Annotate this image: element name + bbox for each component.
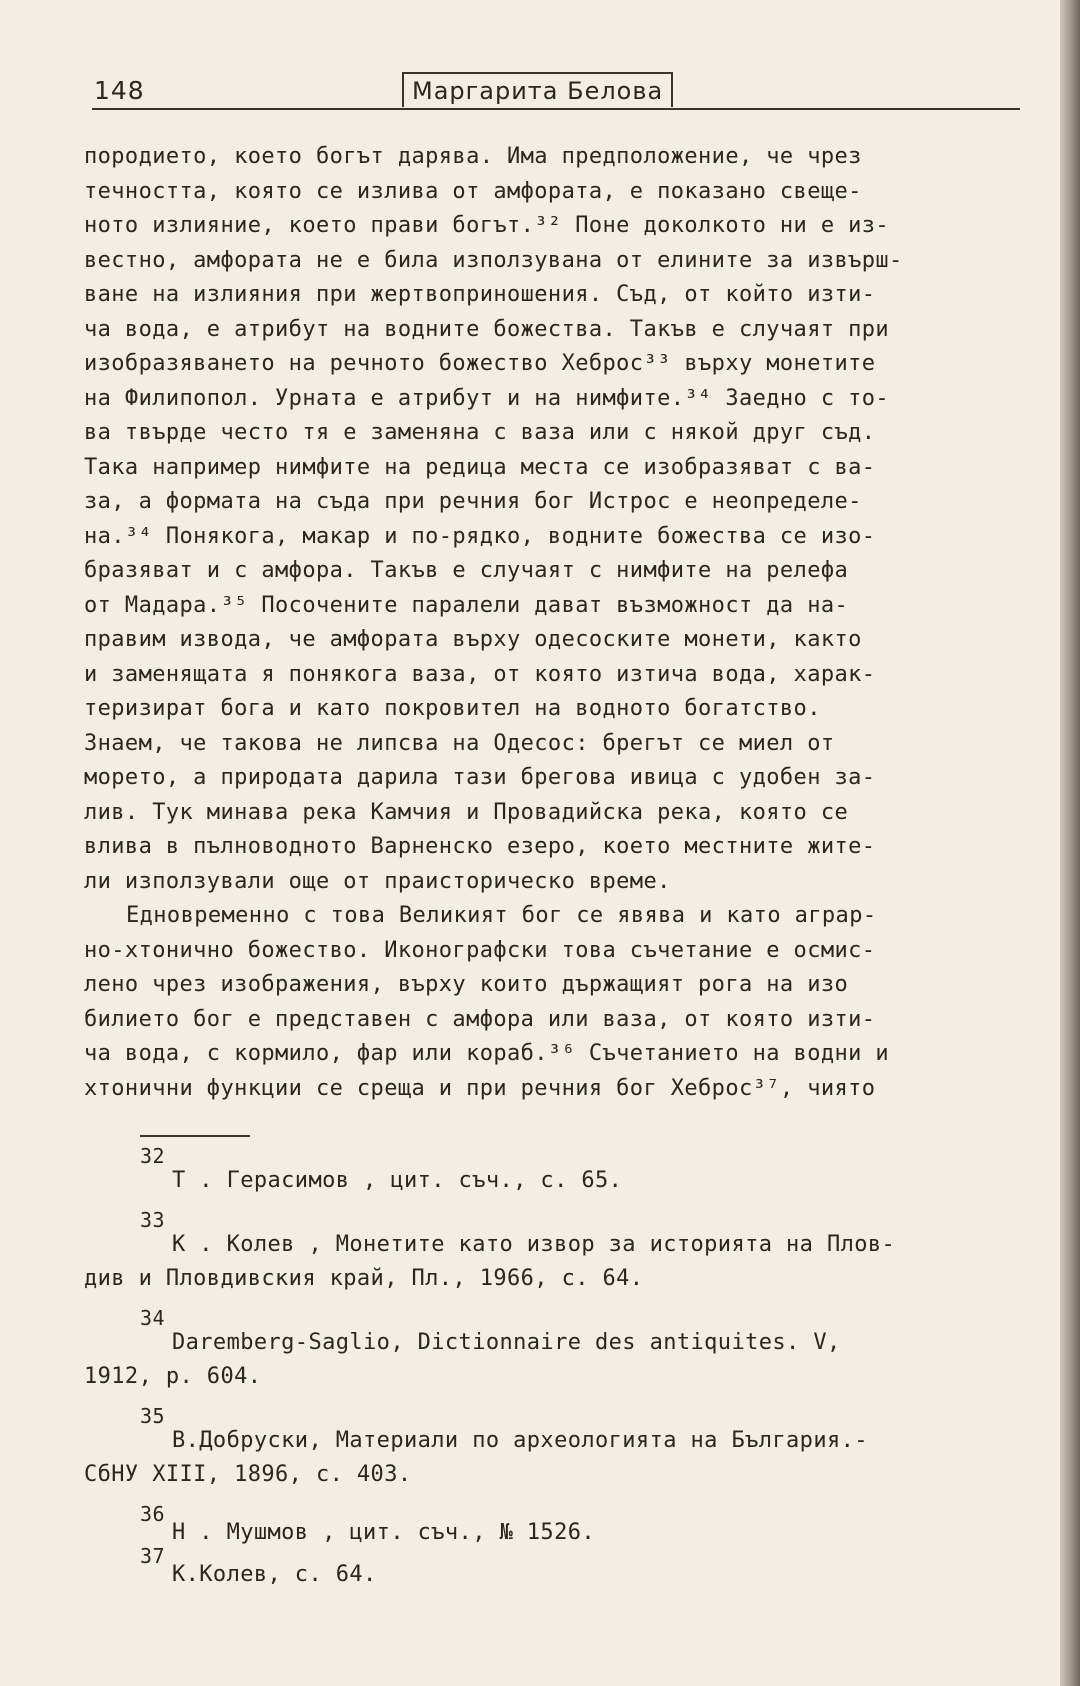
footnote	[84, 1144, 1024, 1198]
footnote-text: Daremberg-Saglio, Dictionnaire des antiquites. V,	[172, 1330, 841, 1355]
text-line: но-хтонично божество. Иконографски това съчетание е осмис-	[84, 937, 876, 963]
text-line: ното излияние, което прави богът.³² Поне доколкото ни е из-	[84, 213, 890, 238]
footnote-divider	[140, 1135, 250, 1137]
footnote-continuation: 1912, p. 604.	[84, 1364, 262, 1389]
text-line: на.³⁴ Понякога, макар и по-рядко, водните божества се изо-	[84, 523, 876, 549]
footnote-continuation: див и Пловдивския край, Пл., 1966, с. 64.	[84, 1266, 644, 1291]
page-number: 148	[94, 76, 145, 105]
text-line: Едновременно с това Великият бог се явява и като аграр-	[126, 903, 877, 928]
page-header	[92, 72, 1020, 110]
text-line: ва твърде често тя е заменяна с ваза или с някой друг съд.	[84, 420, 876, 445]
footnote-number: 34	[140, 1306, 165, 1330]
text-line: на Филипопол. Урната е атрибут и на нимфите.³⁴ Заедно с то-	[84, 385, 890, 411]
text-line: ча вода, с кормило, фар или кораб.³⁶ Съчетанието на водни и	[84, 1041, 890, 1066]
text-line: влива в пълноводното Варненско езеро, което местните жите-	[84, 834, 876, 859]
text-line: вестно, амфората не е била използувана от елините за извърш-	[84, 247, 903, 273]
body-text	[84, 140, 1024, 1106]
footnote-number: 33	[140, 1208, 165, 1232]
text-line: ли използували още от праисторическо време.	[84, 868, 671, 894]
text-line: хтонични функции се среща и при речния бог Хеброс³⁷, чиято	[84, 1075, 876, 1101]
text-line: породието, което богът дарява. Има предположение, че чрез	[84, 144, 862, 169]
text-line: ча вода, е атрибут на водните божества. Такъв е случаят при	[84, 316, 890, 342]
text-line: лив. Тук минава река Камчия и Провадийска река, която се	[84, 799, 849, 825]
text-line: Знаем, че такова не липсва на Одесос: брегът се миел от	[84, 730, 835, 756]
text-line: Така например нимфите на редица места се изобразяват с ва-	[84, 454, 876, 480]
text-line: течността, която се излива от амфората, е показано свеще-	[84, 178, 862, 204]
text-line: за, а формата на съда при речния бог Истрос е неопределе-	[84, 489, 862, 514]
footnotes	[84, 1144, 1024, 1592]
page-edge-shadow	[1060, 0, 1080, 1686]
footnote-text: К . Колев , Монетите като извор за историята на Плов-	[172, 1232, 896, 1257]
text-line: изобразяването на речното божество Хеброс³³ върху монетите	[84, 351, 876, 376]
footnote-text: В.Добруски, Материали по археологията на България.-	[172, 1428, 868, 1453]
footnote-number: 37	[140, 1544, 165, 1568]
footnote	[84, 1306, 1024, 1394]
text-line: лено чрез изображения, върху които държащият рога на изо	[84, 972, 849, 997]
text-line: морето, а природата дарила тази брегова ивица с удобен за-	[84, 765, 876, 790]
footnote-text: К.Колев, с. 64.	[172, 1562, 377, 1587]
footnote	[84, 1404, 1024, 1492]
footnote	[84, 1544, 1024, 1592]
footnote	[84, 1502, 1024, 1550]
footnote-number: 36	[140, 1502, 165, 1526]
text-line: билието бог е представен с амфора или ваза, от която изти-	[84, 1006, 876, 1032]
header-rule	[92, 108, 1020, 110]
text-line: бразяват и с амфора. Такъв е случаят с нимфите на релефа	[84, 558, 849, 583]
text-line: от Мадара.³⁵ Посочените паралели дават възможност да на-	[84, 592, 849, 618]
footnote	[84, 1208, 1024, 1296]
footnote-text: Т . Герасимов , цит. съч., с. 65.	[172, 1168, 623, 1193]
text-line: и заменящата я понякога ваза, от която изтича вода, харак-	[84, 661, 876, 687]
footnote-number: 32	[140, 1144, 165, 1168]
text-line: теризират бога и като покровител на водното богатство.	[84, 696, 821, 721]
text-line: ване на излияния при жертвоприношения. Съд, от който изти-	[84, 282, 876, 307]
footnote-continuation: СбНУ XIII, 1896, с. 403.	[84, 1462, 412, 1487]
footnote-number: 35	[140, 1404, 165, 1428]
running-head: Маргарита Белова	[402, 72, 673, 107]
footnote-text: Н . Мушмов , цит. съч., № 1526.	[172, 1520, 595, 1545]
text-line: правим извода, че амфората върху одесоските монети, както	[84, 627, 862, 652]
